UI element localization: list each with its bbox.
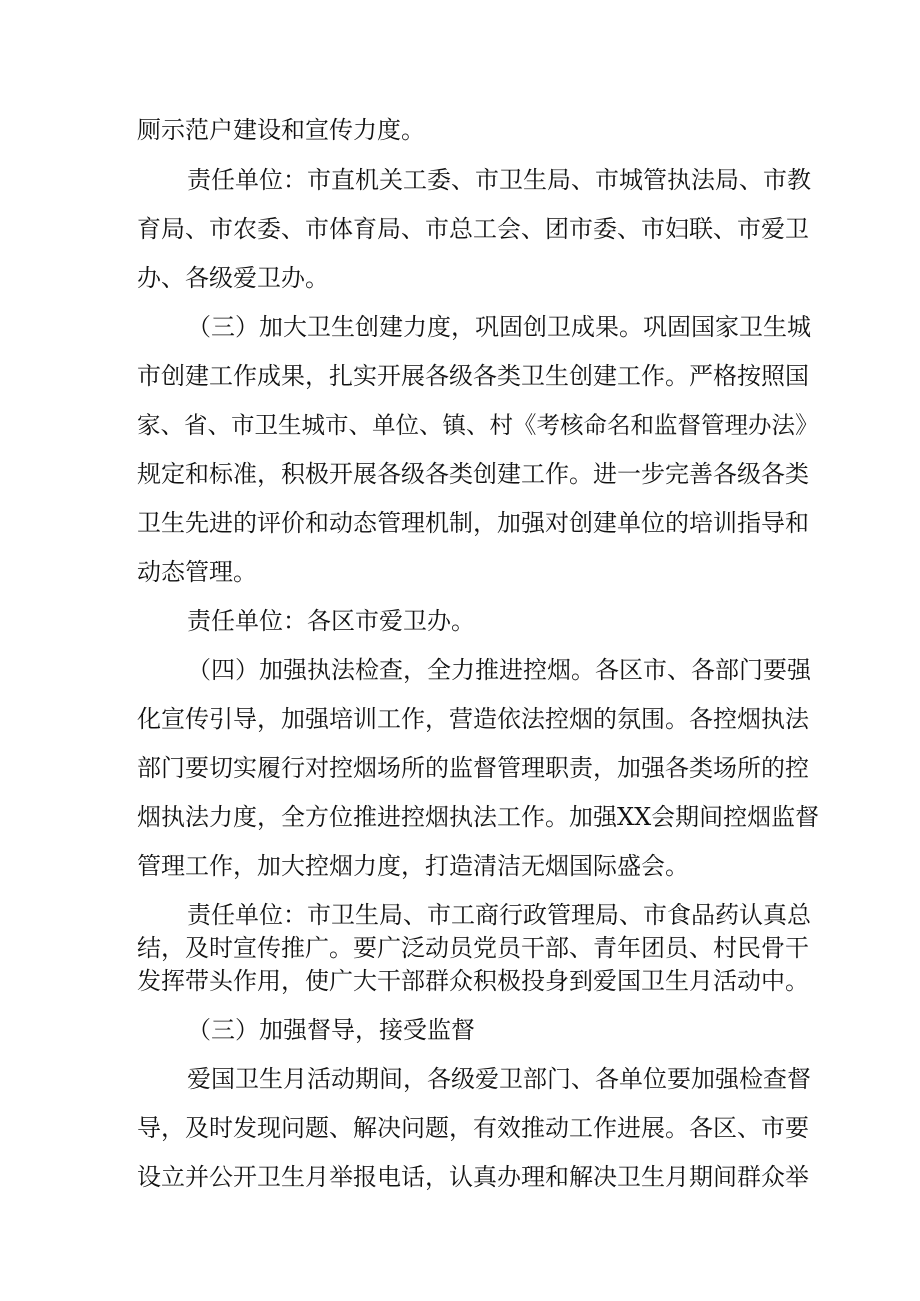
paragraph-line: 化宣传引导，加强培训工作，营造依法控烟的氛围。各控烟执法	[137, 705, 809, 733]
paragraph-line: 动态管理。	[137, 558, 257, 586]
paragraph-line: 设立并公开卫生月举报电话，认真办理和解决卫生月期间群众举	[137, 1163, 809, 1191]
paragraph-line: （三）加大卫生创建力度，巩固创卫成果。巩固国家卫生城	[187, 313, 811, 341]
paragraph-line: 结，及时宣传推广。要广泛动员党员干部、青年团员、村民骨干	[137, 934, 809, 962]
paragraph-line: 育局、市农委、市体育局、市总工会、团市委、市妇联、市爱卫	[137, 215, 809, 243]
paragraph-line: （四）加强执法检查，全力推进控烟。各区市、各部门要强	[187, 656, 811, 684]
paragraph-line: 规定和标准，积极开展各级各类创建工作。进一步完善各级各类	[137, 460, 809, 488]
paragraph-line: 责任单位：市卫生局、市工商行政管理局、市食品药认真总	[187, 901, 811, 929]
section-heading: （三）加强督导，接受监督	[187, 1016, 475, 1044]
paragraph-line: 责任单位：各区市爱卫办。	[187, 607, 475, 635]
paragraph-line: 部门要切实履行对控烟场所的监督管理职责，加强各类场所的控	[137, 754, 809, 782]
paragraph-line: 责任单位：市直机关工委、市卫生局、市城管执法局、市教	[187, 166, 811, 194]
paragraph-line: 管理工作，加大控烟力度，打造清洁无烟国际盛会。	[137, 852, 689, 880]
paragraph-line: 办、各级爱卫办。	[137, 264, 329, 292]
paragraph-line: 卫生先进的评价和动态管理机制，加强对创建单位的培训指导和	[137, 509, 809, 537]
paragraph-line: 家、省、市卫生城市、单位、镇、村《考核命名和监督管理办法》	[137, 411, 819, 439]
paragraph-line: 市创建工作成果，扎实开展各级各类卫生创建工作。严格按照国	[137, 362, 809, 390]
paragraph-line: 烟执法力度，全方位推进控烟执法工作。加强XX会期间控烟监督	[137, 803, 820, 831]
paragraph-line: 发挥带头作用，使广大干部群众积极投身到爱国卫生月活动中。	[137, 967, 809, 995]
paragraph-line: 厕示范户建设和宣传力度。	[137, 116, 425, 144]
paragraph-line: 导，及时发现问题、解决问题，有效推动工作进展。各区、市要	[137, 1114, 809, 1142]
paragraph-line: 爱国卫生月活动期间，各级爱卫部门、各单位要加强检查督	[187, 1065, 811, 1093]
